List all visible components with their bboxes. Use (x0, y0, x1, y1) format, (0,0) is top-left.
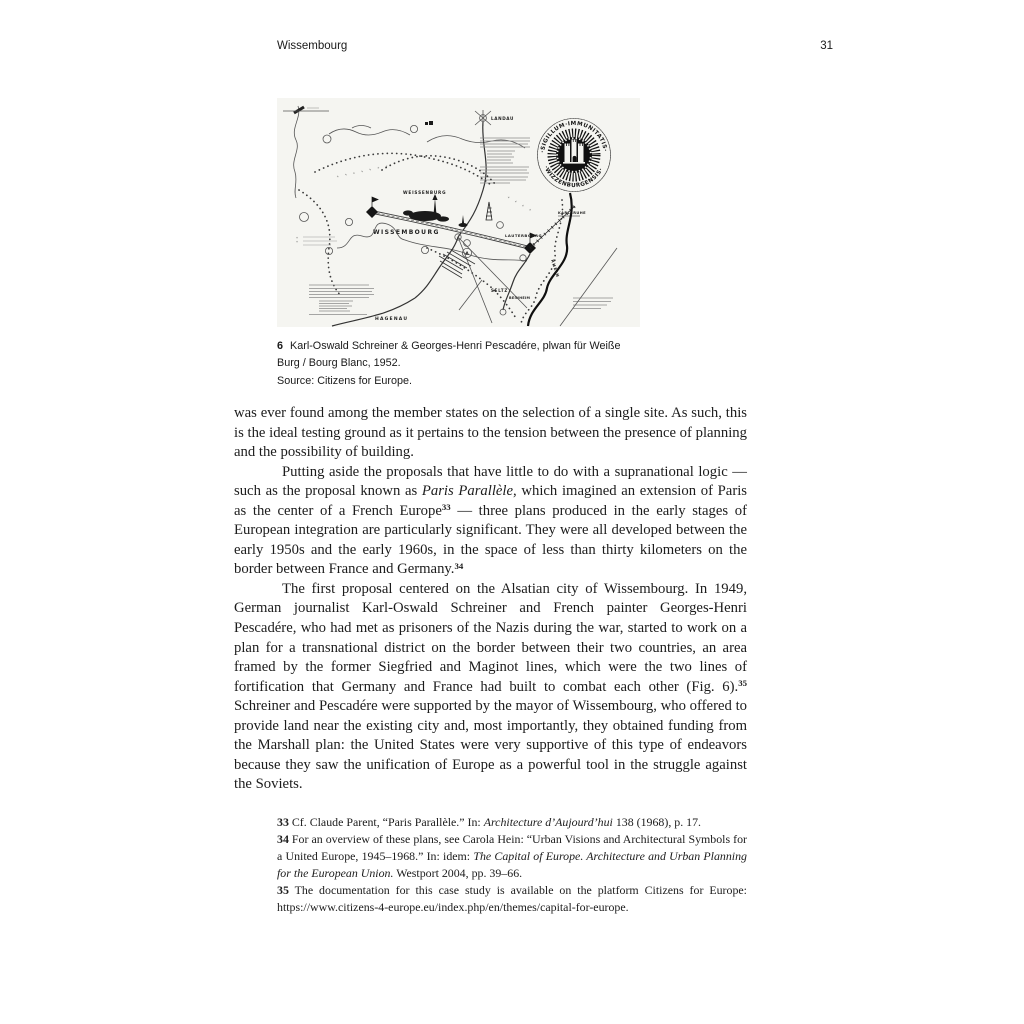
caption-source: Source: Citizens for Europe. (277, 374, 413, 387)
caption-line-1: 6 Karl-Oswald Schreiner & Georges-Henri Pescadére, plwan für Weiße (277, 340, 621, 352)
map-label-seltz: SELTZ (491, 288, 509, 293)
page-number: 31 (820, 40, 833, 52)
map-label-rhein: RHEIN (550, 258, 561, 279)
body-text (234, 404, 747, 795)
map-label-landau: LANDAU (491, 116, 515, 121)
figure-caption (277, 338, 620, 390)
cross-markers: + + + + (506, 194, 535, 214)
paragraph-3: The first proposal centered on the Alsatian city of Wissembourg. In 1949, German journalist Karl-Oswald Schreiner and French painter Georges-Henri Pescadére, who had met as prisoners of the Nazis during the war, started to work on a plan for a transnational district on the border between their two countries, an area framed by the former Siegfried and Maginot lines, which were the two lines of fortification that Germany and France had built to combat each other (Fig. 6).$^{35}$ Schreiner and Pescadére were supported by the mayor of Wissembourg, who offered to provide land near the existing city and, most importantly, they obtained funding from the Marshall plan: the United States were very supportive of this type of endeavors because they saw the unification of Europe as a powerful tool in the struggle against the Soviets. (234, 580, 747, 793)
legend-plus: + (296, 240, 299, 244)
map-label-circled-a: A (465, 252, 469, 257)
footnotes (277, 814, 747, 916)
caption-line-2: Burg / Bourg Blanc, 1952. (277, 357, 401, 370)
running-head (277, 40, 833, 52)
map-illustration (277, 98, 640, 327)
figure-number: 6 (277, 340, 284, 352)
map-label-beinheim: BEINHEIM (509, 296, 531, 300)
figure-map (277, 98, 640, 327)
map-label-lauterbourg: LAUTERBOURG (505, 233, 543, 238)
legend-plus: + (296, 236, 299, 240)
map-label-weissenburg: WEISSENBURG (403, 190, 447, 195)
seal-text-top: ·SIGILLUM·IMMUNITATIS· (540, 120, 608, 154)
map-label-hagenau: HAGENAU (375, 317, 409, 322)
running-title: Wissembourg (277, 40, 348, 52)
footnote-33: 33 Cf. Claude Parent, “Paris Parallèle.” In: Architecture d’Aujourd’hui 138 (1968), p. 17. (277, 815, 702, 829)
cross-markers: + + + + + + + (336, 162, 391, 179)
map-label-karlsruhe: KARLSRUHE (558, 211, 586, 215)
footnote-34: 34 For an overview of these plans, see Carola Hein: “Urban Visions and Architectural Symbols for a United Europe, 1945–1968.” In: idem: The Capital of Europe. Architecture and Urban Planning for the European Union. Westport 2004, pp. 39–66. (277, 832, 747, 880)
map-label-wissembourg: WISSEMBOURG (373, 229, 440, 236)
footnote-35: 35 The documentation for this case study is available on the platform Citizens for Europe: https://www.citizens-4-europe.eu/index.php/en/themes/capital-for-europe. (277, 883, 747, 914)
seal-text-bottom: ·WIZZENBURGENSIS· (542, 165, 605, 190)
paragraph-1: was ever found among the member states on the selection of a single site. As such, this is the ideal testing ground as it pertains to the tension between the presence of planning and the possibility of building. (234, 405, 747, 461)
paragraph-2: Putting aside the proposals that have little to do with a supranational logic — such as the proposal known as Paris Parallèle, which imagined an extension of Paris as the center of a French Europe$^{33}$ — three plans produced in the early stages of European integration are particularly significant. They were all developed between the early 1950s and the early 1960s, in the space of less than thirty kilometers on the border between France and Germany.$^{34}$ (234, 463, 748, 578)
